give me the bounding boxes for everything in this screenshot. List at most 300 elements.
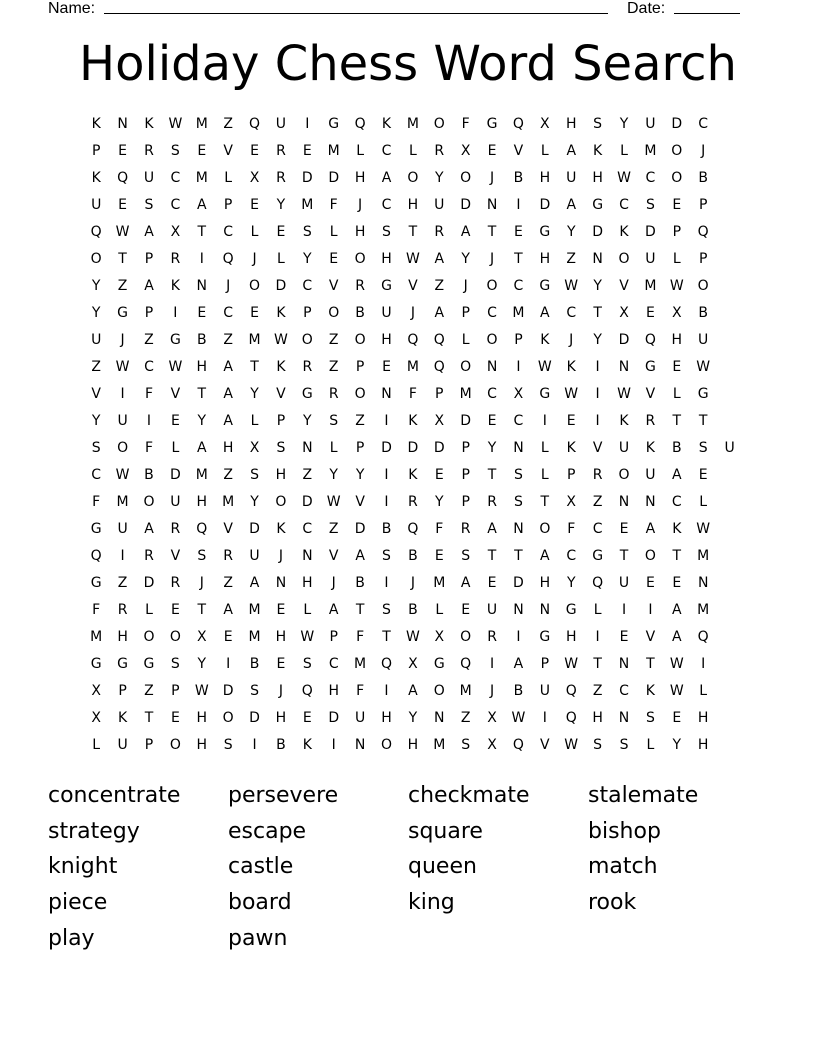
grid-letter: J xyxy=(701,143,706,159)
grid-letter: Q xyxy=(301,683,313,699)
grid-letter: V xyxy=(276,386,286,402)
grid-letter: R xyxy=(170,251,181,267)
grid-row xyxy=(83,408,743,435)
grid-letter: C xyxy=(645,170,656,186)
grid-letter: Y xyxy=(487,440,497,456)
grid-letter: E xyxy=(672,359,682,375)
grid-letter: D xyxy=(143,575,155,591)
grid-letter: L xyxy=(145,602,153,618)
grid-letter: T xyxy=(619,548,629,564)
grid-letter: M xyxy=(195,467,208,483)
grid-letter: B xyxy=(249,656,260,672)
grid-letter: L xyxy=(224,170,233,186)
grid-letter: Z xyxy=(302,467,313,483)
grid-letter: L xyxy=(699,683,708,699)
grid-letter: V xyxy=(540,737,550,753)
grid-letter: M xyxy=(644,143,657,159)
word-list-item: queen xyxy=(408,854,477,880)
grid-letter: F xyxy=(144,386,153,402)
grid-letter: Y xyxy=(250,386,259,402)
grid-letter: G xyxy=(539,224,551,240)
grid-letter: S xyxy=(645,197,655,213)
grid-letter: M xyxy=(248,602,261,618)
grid-letter: L xyxy=(250,224,259,240)
grid-letter: S xyxy=(170,656,180,672)
grid-letter: E xyxy=(487,143,497,159)
grid-letter: W xyxy=(669,278,684,294)
grid-letter: V xyxy=(513,143,524,159)
grid-letter: U xyxy=(381,305,392,321)
grid-letter: C xyxy=(513,278,524,294)
grid-letter: Q xyxy=(697,224,709,240)
grid-letter: T xyxy=(593,656,602,672)
grid-letter: U xyxy=(117,521,128,537)
grid-letter: U xyxy=(539,683,550,699)
grid-letter: I xyxy=(516,197,521,213)
grid-letter: Z xyxy=(117,278,128,294)
grid-letter: D xyxy=(671,116,683,132)
letter-grid xyxy=(83,111,743,759)
grid-letter: R xyxy=(276,143,286,159)
grid-letter: E xyxy=(250,197,259,213)
grid-letter: I xyxy=(516,359,521,375)
grid-letter: V xyxy=(645,386,656,402)
grid-letter: E xyxy=(250,143,259,159)
grid-letter: Q xyxy=(565,710,577,726)
grid-letter: H xyxy=(275,629,287,645)
grid-letter: E xyxy=(461,602,471,618)
grid-letter: Z xyxy=(434,278,445,294)
grid-letter: T xyxy=(514,548,523,564)
grid-letter: S xyxy=(514,467,523,483)
page-title: Holiday Chess Word Search xyxy=(79,36,737,92)
grid-letter: I xyxy=(226,656,231,672)
word-list-item: stalemate xyxy=(588,783,699,808)
grid-row xyxy=(83,435,743,462)
grid-letter: G xyxy=(117,656,129,672)
grid-letter: B xyxy=(408,548,418,564)
grid-letter: B xyxy=(196,332,207,348)
grid-letter: E xyxy=(170,602,180,618)
grid-letter: P xyxy=(540,656,550,672)
grid-letter: M xyxy=(433,575,446,591)
grid-letter: P xyxy=(698,197,708,213)
grid-letter: O xyxy=(354,332,366,348)
grid-letter: D xyxy=(539,197,551,213)
grid-letter: I xyxy=(120,548,125,564)
grid-letter: Y xyxy=(566,575,576,591)
grid-letter: I xyxy=(516,629,521,645)
grid-letter: N xyxy=(486,197,498,213)
grid-letter: Z xyxy=(144,683,154,699)
grid-letter: I xyxy=(305,116,310,132)
grid-letter: W xyxy=(168,116,183,132)
grid-letter: D xyxy=(301,494,313,510)
grid-letter: U xyxy=(434,197,445,213)
grid-letter: A xyxy=(434,305,445,321)
grid-letter: R xyxy=(223,548,234,564)
grid-letter: Z xyxy=(144,332,154,348)
grid-letter: C xyxy=(223,224,234,240)
grid-row xyxy=(83,462,743,489)
grid-letter: S xyxy=(250,467,259,483)
grid-letter: X xyxy=(671,305,682,321)
grid-letter: B xyxy=(513,170,524,186)
grid-letter: A xyxy=(434,251,445,267)
grid-letter: S xyxy=(698,440,708,456)
grid-letter: C xyxy=(170,197,181,213)
grid-letter: G xyxy=(117,305,129,321)
grid-letter: H xyxy=(196,494,208,510)
grid-letter: A xyxy=(540,548,550,564)
grid-letter: Y xyxy=(91,413,101,429)
grid-letter: P xyxy=(118,683,127,699)
grid-letter: S xyxy=(593,737,603,753)
grid-letter: S xyxy=(91,440,101,456)
grid-letter: T xyxy=(382,629,391,645)
grid-letter: X xyxy=(434,629,445,645)
grid-letter: N xyxy=(117,116,128,132)
grid-letter: Q xyxy=(90,224,102,240)
grid-letter: G xyxy=(90,521,102,537)
grid-letter: A xyxy=(408,683,418,699)
grid-row xyxy=(83,300,743,327)
grid-letter: D xyxy=(275,278,287,294)
grid-letter: A xyxy=(645,521,656,537)
grid-letter: Z xyxy=(355,413,365,429)
grid-letter: E xyxy=(434,548,444,564)
grid-letter: R xyxy=(328,386,339,402)
word-list-item: pawn xyxy=(228,925,288,951)
word-list-item: checkmate xyxy=(408,783,530,808)
word-list-item: strategy xyxy=(48,818,140,844)
grid-letter: Y xyxy=(91,305,101,321)
grid-letter: F xyxy=(356,683,365,699)
grid-row xyxy=(83,165,743,192)
grid-letter: G xyxy=(301,386,313,402)
grid-letter: C xyxy=(698,116,709,132)
grid-letter: I xyxy=(701,656,706,672)
grid-letter: Z xyxy=(223,332,233,348)
grid-letter: E xyxy=(276,224,286,240)
grid-letter: S xyxy=(276,440,286,456)
grid-letter: I xyxy=(384,683,389,699)
grid-letter: L xyxy=(540,440,549,456)
grid-letter: Q xyxy=(592,575,604,591)
grid-letter: A xyxy=(223,602,233,618)
grid-letter: X xyxy=(91,683,101,699)
grid-letter: K xyxy=(645,683,655,699)
grid-letter: K xyxy=(408,467,418,483)
grid-letter: E xyxy=(487,413,497,429)
grid-letter: G xyxy=(90,575,102,591)
grid-letter: R xyxy=(487,494,497,510)
grid-letter: L xyxy=(303,602,312,618)
grid-row xyxy=(83,705,743,732)
grid-letter: N xyxy=(302,440,313,456)
grid-letter: Y xyxy=(197,413,207,429)
grid-letter: S xyxy=(197,548,207,564)
grid-letter: C xyxy=(513,413,524,429)
grid-letter: W xyxy=(564,386,579,402)
grid-row xyxy=(83,138,743,165)
grid-letter: Y xyxy=(566,224,576,240)
grid-letter: I xyxy=(595,629,600,645)
grid-letter: D xyxy=(592,224,603,240)
grid-letter: N xyxy=(196,278,207,294)
grid-letter: T xyxy=(487,224,497,240)
grid-letter: Y xyxy=(329,467,338,483)
grid-letter: C xyxy=(91,467,102,483)
grid-letter: Z xyxy=(592,683,603,699)
grid-letter: R xyxy=(144,548,154,564)
grid-letter: Z xyxy=(566,251,577,267)
grid-letter: L xyxy=(329,224,338,240)
grid-letter: E xyxy=(566,413,576,429)
grid-letter: U xyxy=(275,116,287,132)
grid-letter: R xyxy=(460,521,471,537)
grid-letter: I xyxy=(384,494,389,510)
grid-letter: Z xyxy=(223,575,233,591)
grid-row xyxy=(83,273,743,300)
grid-letter: P xyxy=(698,251,708,267)
grid-letter: E xyxy=(197,143,207,159)
grid-letter: A xyxy=(223,359,233,375)
grid-letter: B xyxy=(355,575,365,591)
grid-letter: I xyxy=(146,413,152,429)
grid-letter: R xyxy=(592,467,603,483)
grid-letter: B xyxy=(144,467,154,483)
grid-letter: S xyxy=(382,224,391,240)
grid-letter: I xyxy=(595,413,600,429)
grid-letter: A xyxy=(566,143,577,159)
grid-letter: Z xyxy=(328,521,339,537)
grid-row xyxy=(83,732,743,759)
grid-letter: W xyxy=(669,656,684,672)
grid-letter: K xyxy=(302,737,312,753)
grid-letter: I xyxy=(542,710,547,726)
grid-letter: T xyxy=(540,494,550,510)
grid-letter: W xyxy=(115,224,130,240)
grid-letter: D xyxy=(328,710,340,726)
grid-row xyxy=(83,111,743,138)
grid-letter: K xyxy=(593,143,603,159)
grid-letter: W xyxy=(564,737,579,753)
grid-letter: O xyxy=(354,251,366,267)
grid-letter: N xyxy=(354,737,366,753)
grid-letter: A xyxy=(672,629,682,645)
grid-letter: G xyxy=(539,629,551,645)
grid-letter: U xyxy=(618,440,630,456)
grid-letter: O xyxy=(460,629,472,645)
grid-letter: Q xyxy=(407,332,419,348)
grid-letter: S xyxy=(514,494,523,510)
grid-letter: E xyxy=(302,143,312,159)
grid-letter: D xyxy=(301,170,313,186)
grid-letter: E xyxy=(487,575,497,591)
grid-letter: E xyxy=(329,251,339,267)
grid-letter: L xyxy=(461,332,470,348)
grid-letter: O xyxy=(433,683,445,699)
grid-letter: E xyxy=(382,359,391,375)
grid-letter: I xyxy=(331,737,336,753)
grid-letter: M xyxy=(248,629,261,645)
grid-letter: R xyxy=(170,575,181,591)
grid-letter: C xyxy=(671,494,682,510)
grid-letter: K xyxy=(408,413,418,429)
grid-letter: A xyxy=(540,305,550,321)
word-list-item: play xyxy=(48,925,95,951)
grid-letter: O xyxy=(618,251,630,267)
grid-letter: W xyxy=(115,359,130,375)
word-list-item: rook xyxy=(588,890,637,916)
grid-letter: C xyxy=(619,197,629,213)
grid-letter: P xyxy=(435,386,444,402)
grid-letter: Y xyxy=(197,656,207,672)
grid-letter: O xyxy=(460,170,472,186)
grid-letter: H xyxy=(196,737,208,753)
grid-letter: L xyxy=(672,251,681,267)
grid-letter: D xyxy=(618,332,630,348)
grid-letter: L xyxy=(435,602,444,618)
grid-letter: N xyxy=(592,251,603,267)
grid-letter: Y xyxy=(434,494,444,510)
grid-letter: Q xyxy=(644,332,656,348)
grid-letter: I xyxy=(542,413,547,429)
grid-letter: E xyxy=(170,710,180,726)
grid-letter: H xyxy=(539,251,551,267)
grid-letter: T xyxy=(646,656,655,672)
grid-letter: O xyxy=(380,737,392,753)
grid-letter: H xyxy=(117,629,128,645)
grid-letter: N xyxy=(513,440,524,456)
grid-letter: T xyxy=(408,224,418,240)
grid-letter: U xyxy=(486,602,498,618)
grid-letter: R xyxy=(645,413,656,429)
grid-letter: M xyxy=(406,116,419,132)
grid-letter: K xyxy=(91,116,101,132)
grid-letter: Y xyxy=(276,197,286,213)
grid-letter: V xyxy=(408,278,418,294)
grid-letter: V xyxy=(328,278,339,294)
grid-letter: U xyxy=(91,332,102,348)
header-line xyxy=(48,0,748,21)
grid-letter: H xyxy=(302,575,313,591)
grid-letter: K xyxy=(276,521,286,537)
grid-row xyxy=(83,597,743,624)
grid-letter: E xyxy=(223,629,233,645)
grid-letter: E xyxy=(672,197,682,213)
word-list-item: match xyxy=(588,854,658,880)
grid-letter: E xyxy=(118,143,128,159)
grid-letter: A xyxy=(513,656,524,672)
grid-letter: C xyxy=(381,197,392,213)
grid-letter: G xyxy=(539,278,551,294)
grid-letter: L xyxy=(699,494,708,510)
grid-letter: Q xyxy=(512,116,524,132)
grid-letter: A xyxy=(144,521,154,537)
grid-letter: N xyxy=(618,656,630,672)
grid-letter: S xyxy=(382,548,391,564)
grid-letter: G xyxy=(697,386,709,402)
grid-letter: V xyxy=(328,548,339,564)
grid-letter: A xyxy=(196,440,207,456)
grid-letter: H xyxy=(354,170,366,186)
grid-letter: Z xyxy=(592,494,603,510)
grid-letter: U xyxy=(249,548,260,564)
grid-letter: P xyxy=(355,440,365,456)
grid-row xyxy=(83,678,743,705)
grid-letter: I xyxy=(173,305,178,321)
grid-letter: K xyxy=(276,305,286,321)
grid-letter: X xyxy=(619,305,629,321)
grid-letter: H xyxy=(275,467,287,483)
date-blank-line xyxy=(674,13,740,14)
grid-letter: O xyxy=(486,278,498,294)
grid-letter: Q xyxy=(433,359,445,375)
grid-letter: N xyxy=(513,602,524,618)
grid-letter: M xyxy=(406,359,419,375)
grid-letter: Z xyxy=(328,332,339,348)
grid-letter: D xyxy=(328,170,340,186)
grid-letter: U xyxy=(143,170,155,186)
grid-letter: Y xyxy=(303,251,312,267)
grid-letter: F xyxy=(92,494,101,510)
grid-letter: E xyxy=(276,602,286,618)
grid-letter: G xyxy=(592,197,604,213)
grid-letter: U xyxy=(618,575,630,591)
grid-letter: H xyxy=(697,710,709,726)
grid-letter: P xyxy=(461,305,470,321)
grid-letter: W xyxy=(405,251,420,267)
grid-letter: Y xyxy=(303,413,312,429)
grid-letter: D xyxy=(354,521,366,537)
grid-letter: Q xyxy=(433,332,445,348)
grid-letter: O xyxy=(671,170,683,186)
grid-letter: H xyxy=(697,737,709,753)
grid-letter: D xyxy=(249,521,260,537)
grid-letter: Z xyxy=(328,359,339,375)
grid-letter: N xyxy=(645,494,656,510)
grid-letter: A xyxy=(144,224,154,240)
word-list-item: knight xyxy=(48,854,118,880)
grid-letter: T xyxy=(197,386,207,402)
grid-letter: I xyxy=(384,575,389,591)
grid-letter: M xyxy=(301,197,314,213)
grid-letter: A xyxy=(144,278,154,294)
grid-letter: P xyxy=(461,494,470,510)
grid-letter: F xyxy=(461,116,470,132)
grid-row xyxy=(83,246,743,273)
grid-letter: Z xyxy=(460,710,471,726)
grid-letter: U xyxy=(91,197,102,213)
grid-letter: L xyxy=(171,440,180,456)
grid-letter: M xyxy=(116,494,129,510)
grid-letter: J xyxy=(252,251,257,267)
grid-letter: K xyxy=(672,521,682,537)
grid-letter: X xyxy=(91,710,101,726)
grid-letter: L xyxy=(408,143,417,159)
grid-letter: W xyxy=(696,359,711,375)
grid-letter: R xyxy=(302,359,313,375)
grid-letter: G xyxy=(90,656,102,672)
grid-row xyxy=(83,543,743,570)
word-list xyxy=(48,778,768,956)
grid-letter: P xyxy=(514,332,523,348)
grid-letter: E xyxy=(698,467,708,483)
grid-letter: X xyxy=(460,143,471,159)
grid-letter: N xyxy=(275,575,287,591)
